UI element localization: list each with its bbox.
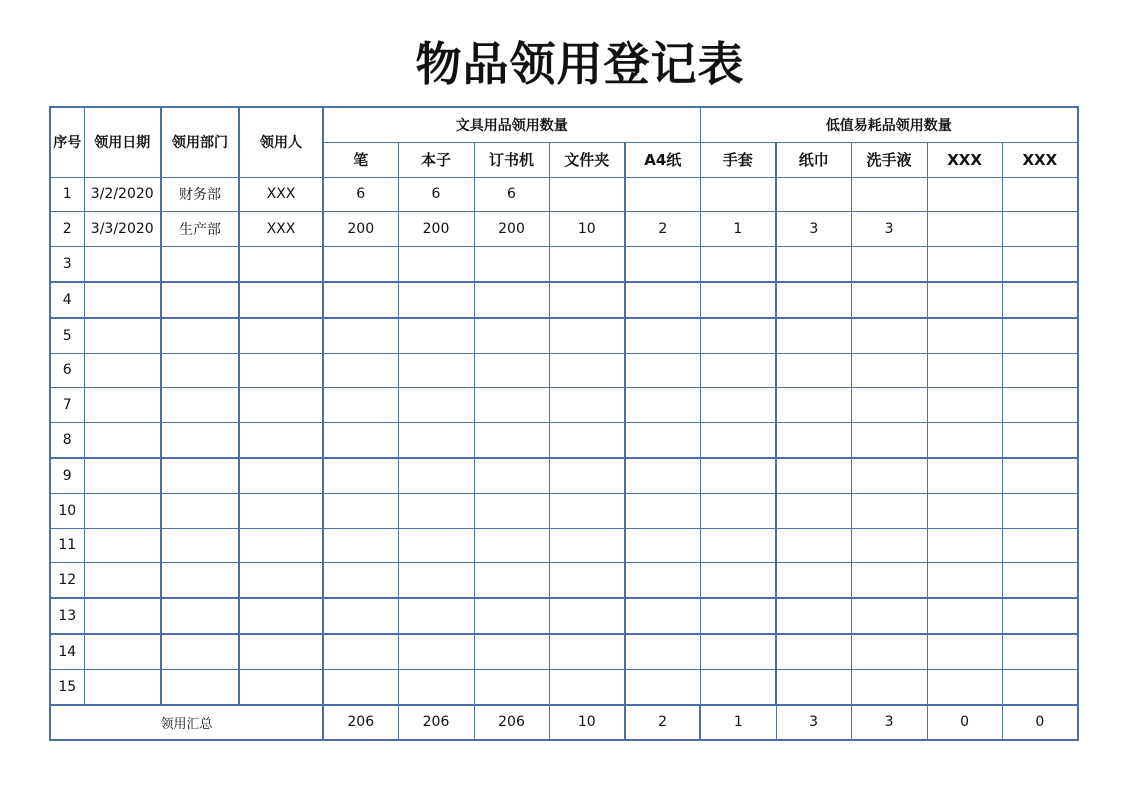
date-cell[interactable] [84, 353, 161, 388]
header-item-3: 订书机 [474, 142, 549, 177]
table-row [50, 423, 1078, 458]
person-cell[interactable]: XXX [239, 177, 323, 212]
qty-cell-9[interactable] [927, 563, 1002, 598]
qty-cell-1[interactable] [323, 282, 398, 318]
qty-cell-10[interactable] [1002, 669, 1078, 704]
qty-cell-4[interactable] [549, 388, 625, 423]
qty-cell-10[interactable] [1002, 563, 1078, 598]
qty-cell-7[interactable] [776, 247, 851, 282]
qty-cell-8[interactable] [851, 563, 927, 598]
qty-cell-2[interactable]: 6 [398, 177, 474, 212]
qty-cell-1[interactable] [323, 528, 398, 563]
qty-cell-8[interactable] [851, 177, 927, 212]
qty-cell-5[interactable] [625, 528, 700, 563]
qty-cell-5[interactable] [625, 669, 700, 704]
header-dept: 领用部门 [161, 107, 239, 177]
total-cell-6: 1 [700, 705, 776, 741]
qty-cell-1[interactable] [323, 634, 398, 669]
qty-cell-10[interactable] [1002, 493, 1078, 528]
qty-cell-10[interactable] [1002, 634, 1078, 669]
qty-cell-4[interactable] [549, 458, 625, 493]
qty-cell-1[interactable] [323, 388, 398, 423]
seq-cell[interactable]: 8 [50, 423, 84, 458]
qty-cell-6[interactable]: 1 [700, 212, 776, 247]
header-seq: 序号 [50, 107, 84, 177]
qty-cell-6[interactable] [700, 388, 776, 423]
qty-cell-9[interactable] [927, 212, 1002, 247]
qty-cell-3[interactable] [474, 528, 549, 563]
qty-cell-6[interactable] [700, 282, 776, 318]
date-cell[interactable] [84, 598, 161, 634]
table-row [50, 493, 1078, 528]
person-cell[interactable] [239, 353, 323, 388]
qty-cell-4[interactable]: 10 [549, 212, 625, 247]
qty-cell-4[interactable] [549, 318, 625, 353]
qty-cell-2[interactable] [398, 458, 474, 493]
person-cell[interactable] [239, 528, 323, 563]
qty-cell-6[interactable] [700, 247, 776, 282]
qty-cell-10[interactable] [1002, 177, 1078, 212]
qty-cell-4[interactable] [549, 634, 625, 669]
qty-cell-8[interactable] [851, 247, 927, 282]
qty-cell-3[interactable] [474, 388, 549, 423]
qty-cell-2[interactable] [398, 598, 474, 634]
total-cell-7: 3 [776, 705, 851, 741]
qty-cell-8[interactable] [851, 528, 927, 563]
qty-cell-9[interactable] [927, 353, 1002, 388]
seq-cell[interactable]: 9 [50, 458, 84, 493]
header-item-8: 洗手液 [851, 142, 927, 177]
date-cell[interactable] [84, 318, 161, 353]
qty-cell-8[interactable]: 3 [851, 212, 927, 247]
qty-cell-6[interactable] [700, 493, 776, 528]
qty-cell-10[interactable] [1002, 282, 1078, 318]
qty-cell-9[interactable] [927, 388, 1002, 423]
qty-cell-7[interactable] [776, 634, 851, 669]
date-cell[interactable] [84, 493, 161, 528]
qty-cell-8[interactable] [851, 423, 927, 458]
date-cell[interactable]: 3/3/2020 [84, 212, 161, 247]
table-row [50, 458, 1078, 493]
header-row-groups [50, 107, 1078, 142]
date-cell[interactable] [84, 423, 161, 458]
qty-cell-6[interactable] [700, 353, 776, 388]
total-cell-9: 0 [927, 705, 1002, 741]
qty-cell-5[interactable]: 2 [625, 212, 700, 247]
date-cell[interactable] [84, 528, 161, 563]
qty-cell-10[interactable] [1002, 318, 1078, 353]
qty-cell-1[interactable]: 200 [323, 212, 398, 247]
qty-cell-5[interactable] [625, 493, 700, 528]
qty-cell-7[interactable] [776, 388, 851, 423]
table-row [50, 598, 1078, 634]
qty-cell-9[interactable] [927, 634, 1002, 669]
qty-cell-2[interactable] [398, 318, 474, 353]
dept-cell[interactable] [161, 634, 239, 669]
dept-cell[interactable]: 财务部 [161, 177, 239, 212]
table-row [50, 528, 1078, 563]
qty-cell-1[interactable]: 6 [323, 177, 398, 212]
qty-cell-3[interactable] [474, 318, 549, 353]
dept-cell[interactable] [161, 388, 239, 423]
qty-cell-3[interactable] [474, 353, 549, 388]
person-cell[interactable] [239, 669, 323, 704]
qty-cell-9[interactable] [927, 598, 1002, 634]
qty-cell-7[interactable] [776, 423, 851, 458]
seq-cell[interactable]: 12 [50, 563, 84, 598]
seq-cell[interactable]: 5 [50, 318, 84, 353]
qty-cell-5[interactable] [625, 458, 700, 493]
totals-label: 领用汇总 [50, 705, 323, 741]
table-row [50, 212, 1078, 247]
qty-cell-3[interactable] [474, 247, 549, 282]
qty-cell-6[interactable] [700, 669, 776, 704]
date-cell[interactable] [84, 388, 161, 423]
qty-cell-4[interactable] [549, 177, 625, 212]
qty-cell-3[interactable] [474, 423, 549, 458]
qty-cell-4[interactable] [549, 282, 625, 318]
person-cell[interactable] [239, 388, 323, 423]
dept-cell[interactable] [161, 353, 239, 388]
qty-cell-8[interactable] [851, 388, 927, 423]
qty-cell-3[interactable] [474, 669, 549, 704]
qty-cell-4[interactable] [549, 247, 625, 282]
qty-cell-5[interactable] [625, 282, 700, 318]
qty-cell-2[interactable] [398, 528, 474, 563]
qty-cell-5[interactable] [625, 353, 700, 388]
seq-cell[interactable]: 4 [50, 282, 84, 318]
person-cell[interactable] [239, 318, 323, 353]
qty-cell-5[interactable] [625, 247, 700, 282]
header-date: 领用日期 [84, 107, 161, 177]
qty-cell-5[interactable] [625, 318, 700, 353]
qty-cell-7[interactable] [776, 669, 851, 704]
qty-cell-10[interactable] [1002, 388, 1078, 423]
qty-cell-6[interactable] [700, 318, 776, 353]
date-cell[interactable] [84, 669, 161, 704]
qty-cell-2[interactable] [398, 353, 474, 388]
qty-cell-9[interactable] [927, 282, 1002, 318]
table-row [50, 634, 1078, 669]
qty-cell-10[interactable] [1002, 458, 1078, 493]
qty-cell-1[interactable] [323, 318, 398, 353]
dept-cell[interactable]: 生产部 [161, 212, 239, 247]
dept-cell[interactable] [161, 598, 239, 634]
qty-cell-4[interactable] [549, 563, 625, 598]
qty-cell-1[interactable] [323, 563, 398, 598]
dept-cell[interactable] [161, 282, 239, 318]
qty-cell-6[interactable] [700, 563, 776, 598]
qty-cell-7[interactable] [776, 563, 851, 598]
header-item-6: 手套 [700, 142, 776, 177]
dept-cell[interactable] [161, 458, 239, 493]
total-cell-4: 10 [549, 705, 625, 741]
table-row [50, 669, 1078, 704]
qty-cell-2[interactable] [398, 669, 474, 704]
qty-cell-7[interactable] [776, 493, 851, 528]
seq-cell[interactable]: 6 [50, 353, 84, 388]
qty-cell-9[interactable] [927, 177, 1002, 212]
qty-cell-3[interactable] [474, 598, 549, 634]
header-item-1: 笔 [323, 142, 398, 177]
qty-cell-2[interactable] [398, 388, 474, 423]
total-cell-2: 206 [398, 705, 474, 741]
header-group-consumables: 低值易耗品领用数量 [700, 107, 1078, 142]
qty-cell-6[interactable] [700, 423, 776, 458]
qty-cell-5[interactable] [625, 423, 700, 458]
qty-cell-7[interactable]: 3 [776, 212, 851, 247]
qty-cell-3[interactable] [474, 563, 549, 598]
total-cell-10: 0 [1002, 705, 1078, 741]
qty-cell-4[interactable] [549, 598, 625, 634]
page-title: 物品领用登记表 [415, 37, 745, 91]
qty-cell-7[interactable] [776, 598, 851, 634]
ledger-table [49, 106, 1079, 741]
header-item-5: A4纸 [625, 142, 700, 177]
qty-cell-8[interactable] [851, 282, 927, 318]
dept-cell[interactable] [161, 493, 239, 528]
seq-cell[interactable]: 7 [50, 388, 84, 423]
total-cell-5: 2 [625, 705, 700, 741]
qty-cell-8[interactable] [851, 353, 927, 388]
person-cell[interactable] [239, 598, 323, 634]
header-group-stationery: 文具用品领用数量 [323, 107, 700, 142]
seq-cell[interactable]: 13 [50, 598, 84, 634]
qty-cell-1[interactable] [323, 247, 398, 282]
qty-cell-2[interactable] [398, 423, 474, 458]
qty-cell-9[interactable] [927, 247, 1002, 282]
qty-cell-5[interactable] [625, 563, 700, 598]
qty-cell-9[interactable] [927, 318, 1002, 353]
header-item-4: 文件夹 [549, 142, 625, 177]
qty-cell-10[interactable] [1002, 353, 1078, 388]
table-row [50, 388, 1078, 423]
qty-cell-3[interactable] [474, 458, 549, 493]
qty-cell-2[interactable] [398, 493, 474, 528]
qty-cell-2[interactable]: 200 [398, 212, 474, 247]
qty-cell-4[interactable] [549, 353, 625, 388]
qty-cell-9[interactable] [927, 669, 1002, 704]
person-cell[interactable] [239, 282, 323, 318]
qty-cell-6[interactable] [700, 598, 776, 634]
date-cell[interactable]: 3/2/2020 [84, 177, 161, 212]
seq-cell[interactable]: 14 [50, 634, 84, 669]
qty-cell-7[interactable] [776, 458, 851, 493]
total-cell-8: 3 [851, 705, 927, 741]
dept-cell[interactable] [161, 669, 239, 704]
qty-cell-1[interactable] [323, 458, 398, 493]
qty-cell-4[interactable] [549, 669, 625, 704]
qty-cell-6[interactable] [700, 528, 776, 563]
qty-cell-2[interactable] [398, 634, 474, 669]
seq-cell[interactable]: 11 [50, 528, 84, 563]
table-row [50, 282, 1078, 318]
qty-cell-6[interactable] [700, 634, 776, 669]
qty-cell-1[interactable] [323, 598, 398, 634]
qty-cell-8[interactable] [851, 458, 927, 493]
qty-cell-2[interactable] [398, 563, 474, 598]
seq-cell[interactable]: 15 [50, 669, 84, 704]
qty-cell-4[interactable] [549, 493, 625, 528]
qty-cell-1[interactable] [323, 493, 398, 528]
qty-cell-5[interactable] [625, 634, 700, 669]
qty-cell-5[interactable] [625, 177, 700, 212]
table-row [50, 353, 1078, 388]
date-cell[interactable] [84, 282, 161, 318]
date-cell[interactable] [84, 563, 161, 598]
qty-cell-1[interactable] [323, 423, 398, 458]
qty-cell-2[interactable] [398, 282, 474, 318]
qty-cell-3[interactable] [474, 282, 549, 318]
dept-cell[interactable] [161, 563, 239, 598]
person-cell[interactable] [239, 634, 323, 669]
qty-cell-8[interactable] [851, 493, 927, 528]
qty-cell-2[interactable] [398, 247, 474, 282]
total-cell-3: 206 [474, 705, 549, 741]
qty-cell-3[interactable] [474, 493, 549, 528]
qty-cell-5[interactable] [625, 598, 700, 634]
qty-cell-8[interactable] [851, 598, 927, 634]
qty-cell-8[interactable] [851, 669, 927, 704]
date-cell[interactable] [84, 634, 161, 669]
qty-cell-9[interactable] [927, 458, 1002, 493]
dept-cell[interactable] [161, 528, 239, 563]
date-cell[interactable] [84, 458, 161, 493]
header-item-2: 本子 [398, 142, 474, 177]
header-item-9: XXX [927, 142, 1002, 177]
dept-cell[interactable] [161, 247, 239, 282]
person-cell[interactable] [239, 493, 323, 528]
qty-cell-7[interactable] [776, 318, 851, 353]
qty-cell-4[interactable] [549, 423, 625, 458]
date-cell[interactable] [84, 247, 161, 282]
qty-cell-6[interactable] [700, 177, 776, 212]
dept-cell[interactable] [161, 423, 239, 458]
qty-cell-7[interactable] [776, 528, 851, 563]
person-cell[interactable] [239, 423, 323, 458]
qty-cell-1[interactable] [323, 669, 398, 704]
qty-cell-3[interactable]: 200 [474, 212, 549, 247]
seq-cell[interactable]: 1 [50, 177, 84, 212]
qty-cell-3[interactable]: 6 [474, 177, 549, 212]
table-row [50, 247, 1078, 282]
person-cell[interactable] [239, 247, 323, 282]
qty-cell-9[interactable] [927, 528, 1002, 563]
qty-cell-7[interactable] [776, 353, 851, 388]
qty-cell-8[interactable] [851, 634, 927, 669]
table-row [50, 177, 1078, 212]
seq-cell[interactable]: 2 [50, 212, 84, 247]
qty-cell-10[interactable] [1002, 598, 1078, 634]
qty-cell-5[interactable] [625, 388, 700, 423]
qty-cell-3[interactable] [474, 634, 549, 669]
qty-cell-6[interactable] [700, 458, 776, 493]
qty-cell-7[interactable] [776, 282, 851, 318]
dept-cell[interactable] [161, 318, 239, 353]
qty-cell-9[interactable] [927, 423, 1002, 458]
qty-cell-10[interactable] [1002, 528, 1078, 563]
qty-cell-10[interactable] [1002, 423, 1078, 458]
seq-cell[interactable]: 3 [50, 247, 84, 282]
header-item-10: XXX [1002, 142, 1078, 177]
qty-cell-10[interactable] [1002, 212, 1078, 247]
table-row [50, 563, 1078, 598]
seq-cell[interactable]: 10 [50, 493, 84, 528]
header-item-7: 纸巾 [776, 142, 851, 177]
table-row [50, 318, 1078, 353]
qty-cell-8[interactable] [851, 318, 927, 353]
header-person: 领用人 [239, 107, 323, 177]
total-cell-1: 206 [323, 705, 398, 741]
qty-cell-4[interactable] [549, 528, 625, 563]
person-cell[interactable] [239, 563, 323, 598]
qty-cell-7[interactable] [776, 177, 851, 212]
person-cell[interactable]: XXX [239, 212, 323, 247]
qty-cell-10[interactable] [1002, 247, 1078, 282]
qty-cell-1[interactable] [323, 353, 398, 388]
person-cell[interactable] [239, 458, 323, 493]
qty-cell-9[interactable] [927, 493, 1002, 528]
totals-row [50, 705, 1078, 741]
